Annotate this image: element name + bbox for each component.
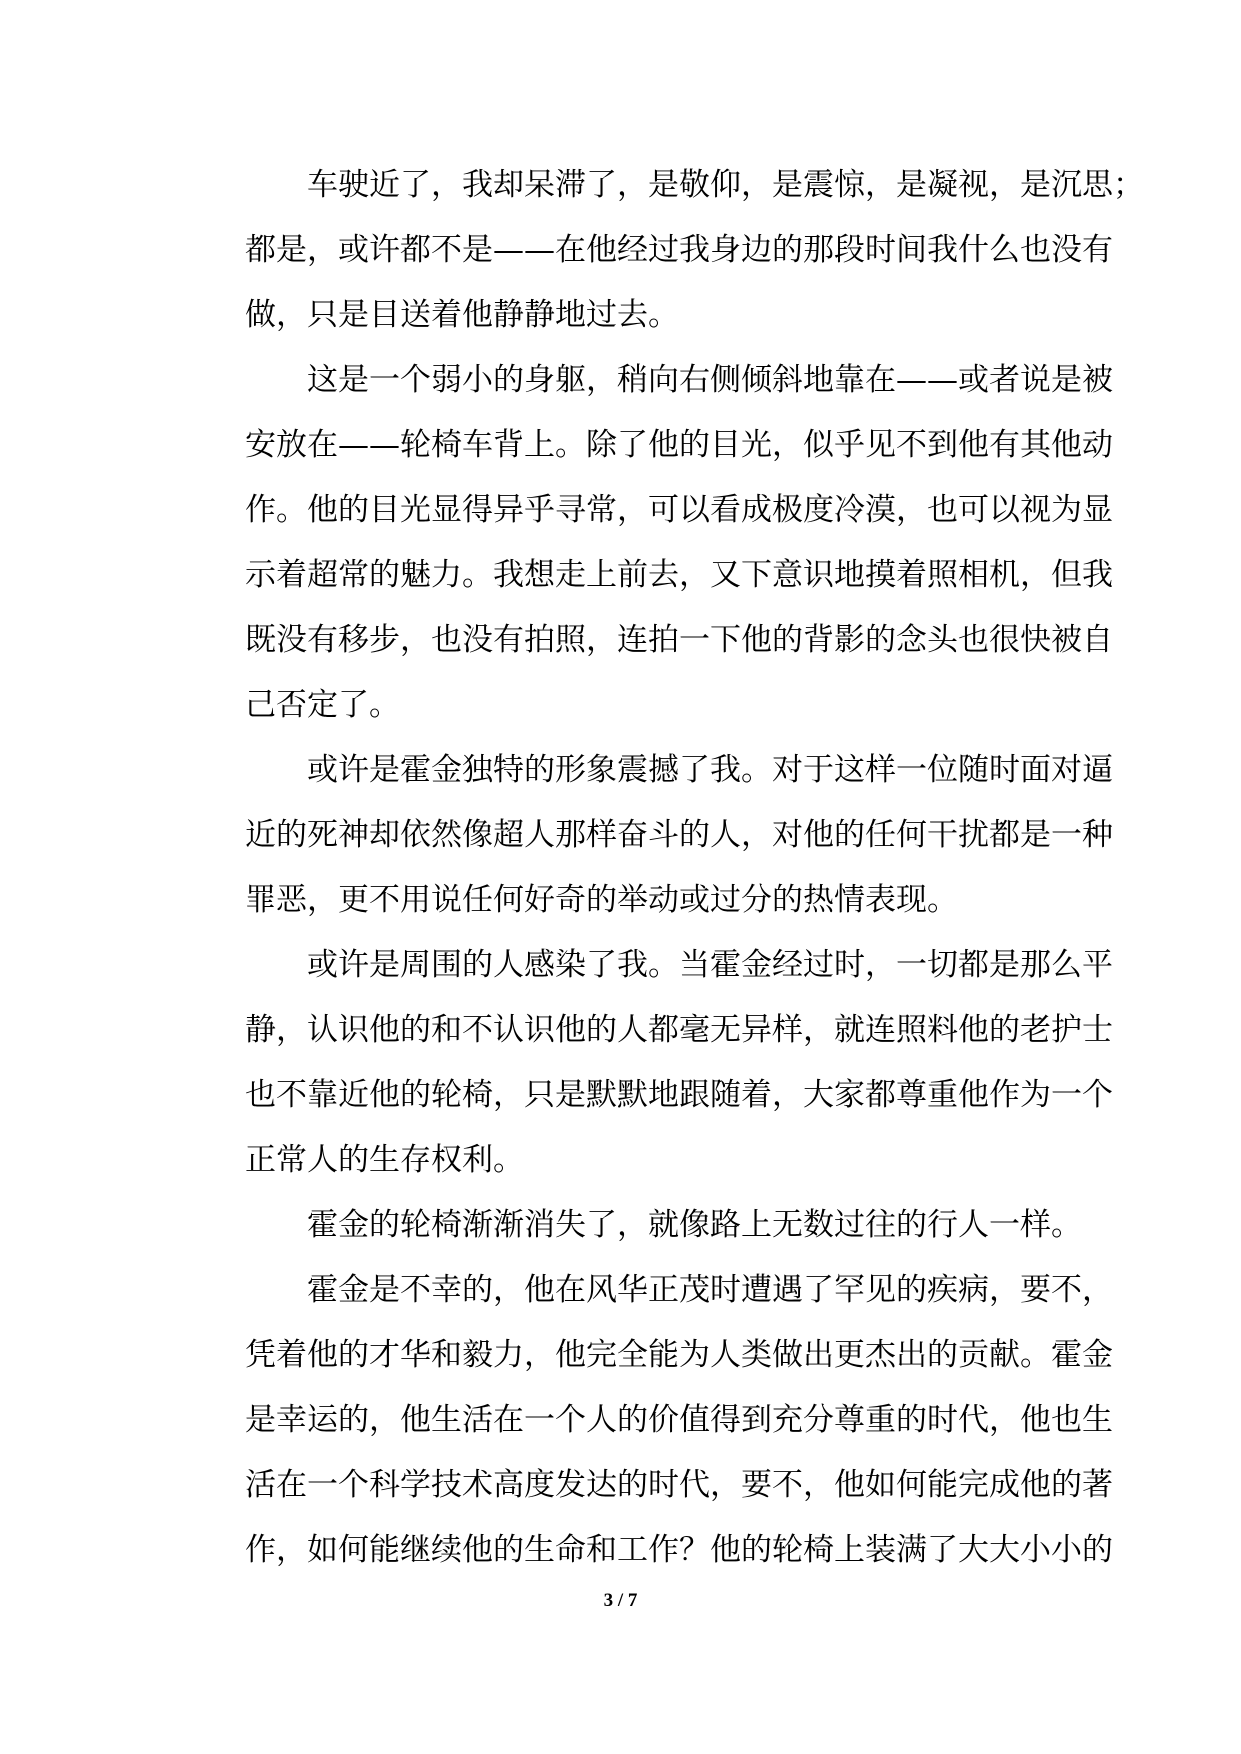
text-line: 己否定了。	[245, 687, 400, 723]
text-line: 近的死神却依然像超人那样奋斗的人，对他的任何干扰都是一种	[245, 817, 1113, 853]
text-line: 这是一个弱小的身躯，稍向右侧倾斜地靠在——或者说是被	[307, 362, 1113, 398]
text-line: 或许是霍金独特的形象震撼了我。对于这样一位随时面对逼	[307, 752, 1113, 788]
text-line: 或许是周围的人感染了我。当霍金经过时，一切都是那么平	[307, 947, 1113, 983]
paragraph	[245, 1258, 1113, 1583]
text-line: 车驶近了，我却呆滞了，是敬仰，是震惊，是凝视，是沉思；	[307, 167, 1144, 203]
text-line: 也不靠近他的轮椅，只是默默地跟随着，大家都尊重他作为一个	[245, 1077, 1113, 1113]
page-number: 3 / 7	[603, 1590, 638, 1611]
text-line: 霍金是不幸的，他在风华正茂时遭遇了罕见的疾病，要不，	[307, 1272, 1113, 1308]
text-line: 示着超常的魅力。我想走上前去，又下意识地摸着照相机，但我	[245, 557, 1113, 593]
paragraph	[245, 1193, 1082, 1258]
paragraph	[245, 933, 1113, 1193]
text-line: 正常人的生存权利。	[245, 1142, 524, 1178]
text-line: 是幸运的，他生活在一个人的价值得到充分尊重的时代，他也生	[245, 1402, 1113, 1438]
text-line: 作，如何能继续他的生命和工作？他的轮椅上装满了大大小小的	[245, 1532, 1113, 1568]
paragraph	[245, 348, 1113, 738]
text-line: 霍金的轮椅渐渐消失了，就像路上无数过往的行人一样。	[307, 1207, 1082, 1243]
paragraph	[245, 738, 1113, 933]
text-line: 作。他的目光显得异乎寻常，可以看成极度冷漠，也可以视为显	[245, 492, 1113, 528]
document-body	[245, 153, 1144, 1583]
text-line: 罪恶，更不用说任何好奇的举动或过分的热情表现。	[245, 882, 958, 918]
text-line: 凭着他的才华和毅力，他完全能为人类做出更杰出的贡献。霍金	[245, 1337, 1113, 1373]
text-line: 活在一个科学技术高度发达的时代，要不，他如何能完成他的著	[245, 1467, 1113, 1503]
text-line: 安放在——轮椅车背上。除了他的目光，似乎见不到他有其他动	[245, 427, 1113, 463]
text-line: 做，只是目送着他静静地过去。	[245, 297, 679, 333]
text-line: 静，认识他的和不认识他的人都毫无异样，就连照料他的老护士	[245, 1012, 1113, 1048]
paragraph	[245, 153, 1144, 348]
text-line: 既没有移步，也没有拍照，连拍一下他的背影的念头也很快被自	[245, 622, 1113, 658]
text-line: 都是，或许都不是——在他经过我身边的那段时间我什么也没有	[245, 232, 1113, 268]
